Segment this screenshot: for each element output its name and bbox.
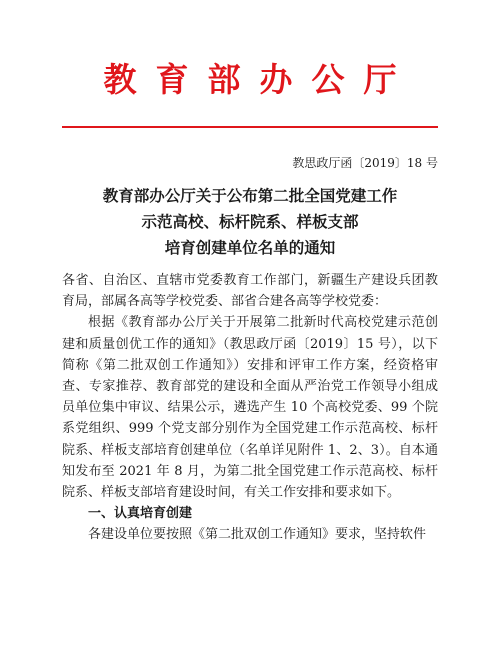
section-heading-1: 一、认真培育创建 (88, 506, 193, 522)
body-paragraph-1: 根据《教育部办公厅关于开展第二批新时代高校党建示范创建和质量创优工作的通知》（教思政厅函〔2019〕15 号），以下简称《第二批双创工作通知》）安排和评审工作方案，经资格审查、专家推荐、教育部党的建设和全面从严治党工作领导小组成员单位集中审议、结果公示，遴选产生 10 个高校党委、99 个院系党组织、999 个党支部分别作为全国党建工作示范高校、标杆院系、样板支部培育创建单位（名单详见附件 1、2、3）。自本通知发布至 2021 年 8 月，为第二批全国党建工作示范高校、标杆院系、样板支部培育建设时间，有关工作安排和要求如下。 (62, 315, 438, 501)
masthead-title: 教育部办公厅 (103, 60, 416, 99)
notice-title-line-2: 示范高校、标杆院系、样板支部 (141, 212, 359, 231)
notice-title-line-3: 培育创建单位名单的通知 (164, 238, 336, 257)
body-paragraph-2: 各建设单位要按照《第二批双创工作通知》要求，坚持软件 (88, 527, 427, 543)
notice-title (40, 183, 460, 261)
notice-title-line-1: 教育部办公厅关于公布第二批全国党建工作 (102, 186, 398, 205)
addressee-paragraph: 各省、自治区、直辖市党委教育工作部门，新疆生产建设兵团教育局，部属各高等学校党委、部省合建各高等学校党委： (62, 273, 438, 310)
document-number: 教思政厅函〔2019〕18 号 (292, 156, 438, 170)
notice-body (62, 270, 438, 546)
red-divider-rule (62, 126, 438, 128)
